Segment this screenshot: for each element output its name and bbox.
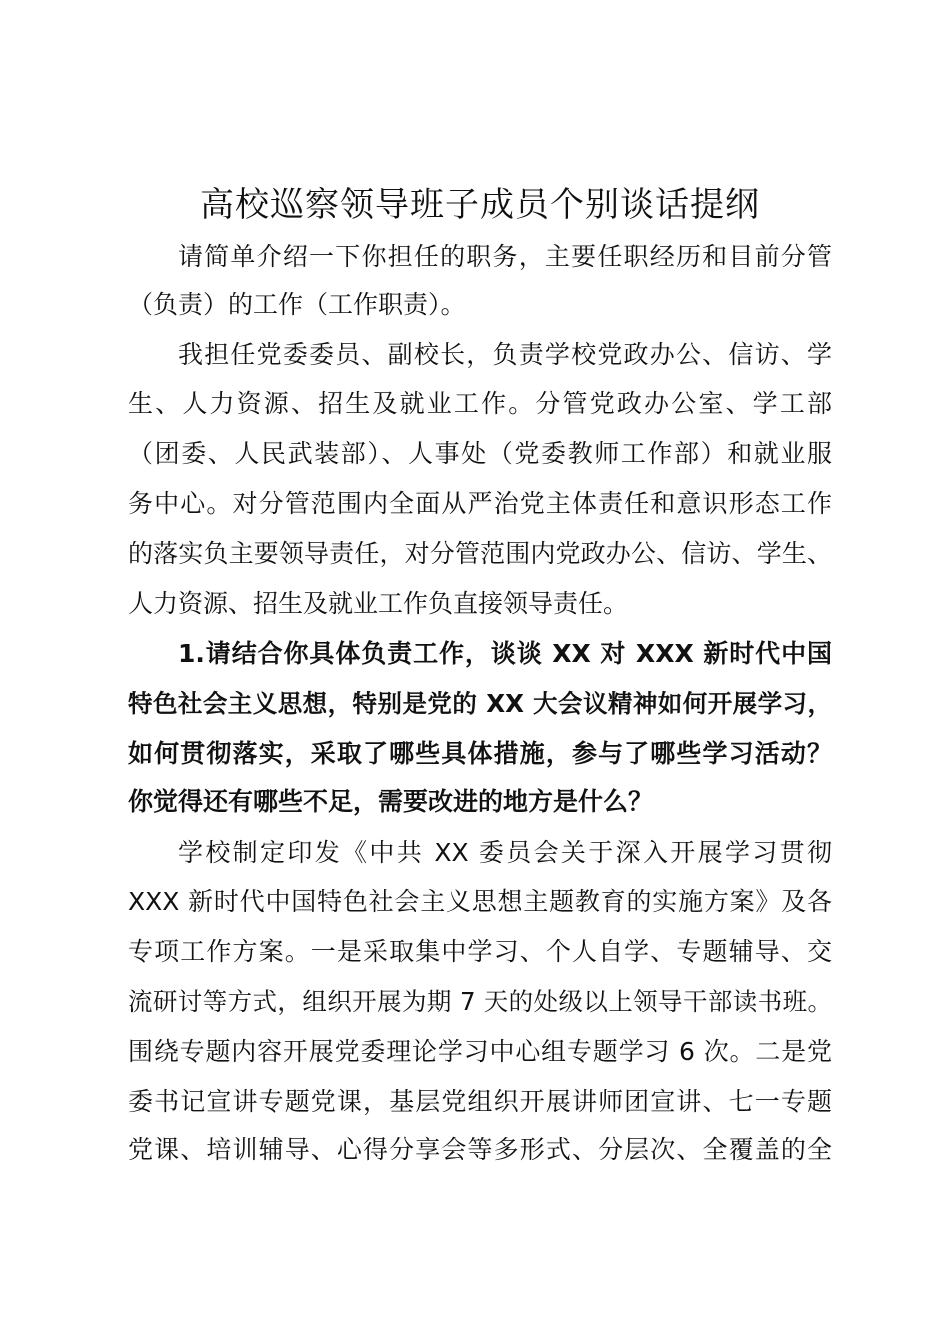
question-line: 特色社会主义思想，特别是党的 XX 大会议精神如何开展学习， — [128, 689, 832, 718]
paragraph-line: 生、人力资源、招生及就业工作。分管党政办公室、学工部 — [128, 389, 832, 418]
paragraph-line: （团委、人民武装部）、人事处（党委教师工作部）和就业服 — [128, 439, 832, 468]
question-line: 1.请结合你具体负责工作，谈谈 XX 对 XXX 新时代中国 — [178, 639, 832, 668]
paragraph-line: 围绕专题内容开展党委理论学习中心组专题学习 6 次。二是党 — [128, 1037, 832, 1066]
paragraph-line: 的落实负主要领导责任，对分管范围内党政办公、信访、学生、 — [128, 539, 832, 568]
paragraph-line: 委书记宣讲专题党课，基层党组织开展讲师团宣讲、七一专题 — [128, 1087, 832, 1116]
question-line: 你觉得还有哪些不足，需要改进的地方是什么？ — [128, 787, 654, 816]
paragraph-line: 务中心。对分管范围内全面从严治党主体责任和意识形态工作 — [128, 489, 832, 518]
paragraph-line: XXX 新时代中国特色社会主义思想主题教育的实施方案》及各 — [128, 887, 832, 916]
document-title: 高校巡察领导班子成员个别谈话提纲 — [200, 185, 760, 225]
paragraph-line: 我担任党委委员、副校长，负责学校党政办公、信访、学 — [178, 340, 832, 369]
paragraph-line: 学校制定印发《中共 XX 委员会关于深入开展学习贯彻 — [178, 838, 832, 867]
paragraph-line: 专项工作方案。一是采取集中学习、个人自学、专题辅导、交 — [128, 937, 832, 966]
paragraph-line: 请简单介绍一下你担任的职务，主要任职经历和目前分管 — [178, 242, 832, 271]
paragraph-line: 人力资源、招生及就业工作负直接领导责任。 — [128, 589, 629, 618]
paragraph-line: （负责）的工作（工作职责）。 — [128, 290, 466, 319]
question-line: 如何贯彻落实，采取了哪些具体措施，参与了哪些学习活动？ — [128, 739, 832, 768]
paragraph-line: 流研讨等方式，组织开展为期 7 天的处级以上领导干部读书班。 — [128, 987, 832, 1016]
paragraph-line: 党课、培训辅导、心得分享会等多形式、分层次、全覆盖的全 — [128, 1135, 832, 1164]
